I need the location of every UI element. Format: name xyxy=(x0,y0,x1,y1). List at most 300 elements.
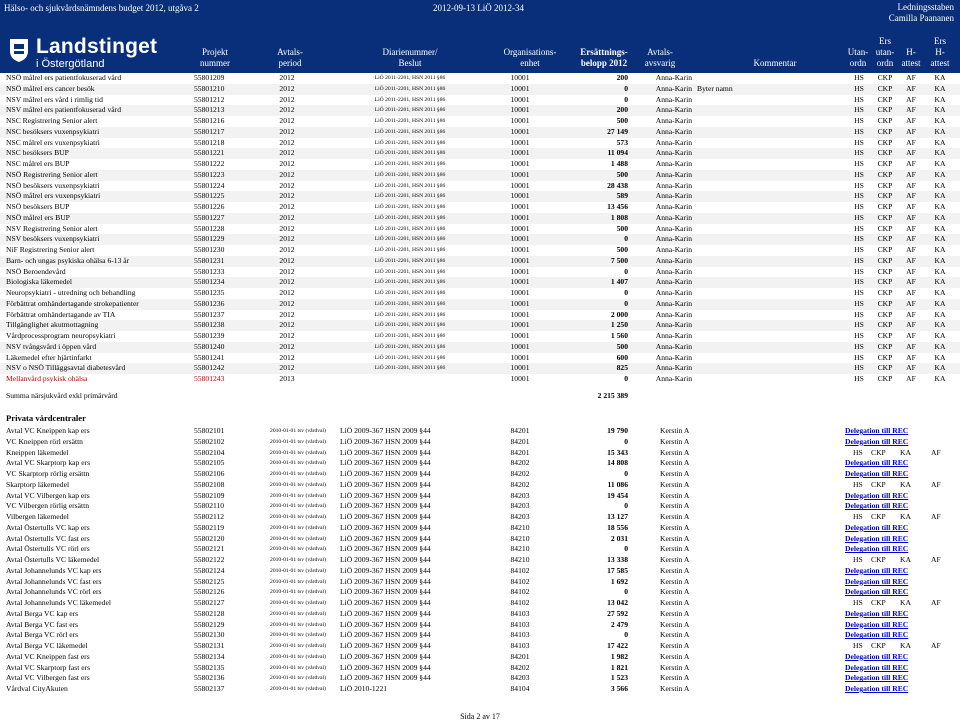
contract-period: 2010-01-01 tsv (vårdval) xyxy=(270,471,326,477)
attest-code: HS xyxy=(853,479,863,489)
responsible-person: Anna-Karin xyxy=(655,137,692,147)
h-attest-code: AF xyxy=(906,169,916,179)
project-number: 55802104 xyxy=(194,447,225,457)
contract-period: 2012 xyxy=(279,363,295,373)
delegation-link[interactable]: Delegation till REC xyxy=(845,587,909,597)
ers-h-attest-code: KA xyxy=(934,148,946,158)
compensation-amount: 0 xyxy=(624,469,628,478)
table-row xyxy=(0,512,960,523)
project-number: 55801212 xyxy=(194,94,225,104)
diary-number: LiÖ 2009-367 HSN 2009 §44 xyxy=(340,544,431,554)
table-row xyxy=(0,587,960,598)
compensation-amount: 15 343 xyxy=(607,447,628,457)
project-number: 55801223 xyxy=(194,169,225,179)
contract-period: 2012 xyxy=(279,352,295,362)
org-unit: 10001 xyxy=(510,191,530,201)
h-attest-code: AF xyxy=(906,245,916,254)
attest-code: HS xyxy=(853,641,863,650)
project-number: 55802122 xyxy=(194,555,225,564)
contract-period: 2012 xyxy=(279,116,295,125)
project-number: 55801239 xyxy=(194,331,225,340)
delegation-link[interactable]: Delegation till REC xyxy=(845,436,909,446)
delegation-link[interactable]: Delegation till REC xyxy=(845,565,909,575)
project-name: Tillgänglighet akutmottagning xyxy=(6,320,99,330)
diary-number: LiÖ 2009-367 HSN 2009 §44 xyxy=(340,608,431,618)
responsible-person: Kerstin A xyxy=(660,458,690,468)
utanordn-code: HS xyxy=(854,202,864,211)
ers-h-attest-code: KA xyxy=(934,202,946,211)
table-row xyxy=(0,73,960,84)
org-unit: 84201 xyxy=(510,651,530,661)
responsible-person: Anna-Karin xyxy=(655,105,692,115)
responsible-person: Kerstin A xyxy=(660,479,690,489)
ers-h-attest-code: KA xyxy=(934,223,946,233)
project-number: 55801218 xyxy=(194,137,225,147)
h-attest-code: AF xyxy=(906,202,916,211)
ers-h-attest-code: KA xyxy=(934,352,946,362)
contract-period: 2012 xyxy=(279,309,295,319)
header-organisationsenhet: Organisations- enhet xyxy=(503,47,557,68)
diary-number: LiÖ 2011-2201, HSN 2011 §86 xyxy=(374,247,446,253)
table-row xyxy=(0,148,960,159)
attest-code: CKP xyxy=(871,555,886,564)
diary-number: LiÖ 2011-2201, HSN 2011 §86 xyxy=(374,128,446,135)
project-number: 55801235 xyxy=(194,288,225,297)
diary-number: LiÖ 2010-1221 xyxy=(340,684,388,693)
project-number: 55801225 xyxy=(194,191,225,201)
compensation-amount: 7 500 xyxy=(610,255,628,265)
ers-utanordn-code: CKP xyxy=(877,309,893,319)
compensation-amount: 200 xyxy=(616,105,628,115)
org-unit: 84102 xyxy=(510,565,530,575)
contract-period: 2010-01-01 tsv (vårdval) xyxy=(270,567,326,574)
responsible-person: Kerstin A xyxy=(660,619,690,629)
compensation-amount: 0 xyxy=(624,587,628,597)
org-unit: 84203 xyxy=(510,673,530,683)
project-name: NSC målrel ers BUP xyxy=(6,159,70,168)
ers-utanordn-code: CKP xyxy=(877,374,893,383)
h-attest-code: AF xyxy=(906,363,916,373)
project-number: 55801238 xyxy=(194,320,225,330)
top-bar xyxy=(0,0,960,26)
project-number: 55802125 xyxy=(194,576,225,586)
table-row xyxy=(0,374,960,385)
ers-utanordn-code: CKP xyxy=(877,159,893,168)
delegation-link[interactable]: Delegation till REC xyxy=(845,458,909,468)
utanordn-code: HS xyxy=(854,352,864,362)
attest-code: AF xyxy=(931,447,941,457)
attest-code: KA xyxy=(900,512,911,521)
h-attest-code: AF xyxy=(906,159,916,168)
table-row xyxy=(0,138,960,149)
project-number: 55802134 xyxy=(194,651,225,661)
table-row xyxy=(0,673,960,684)
contract-period: 2012 xyxy=(279,191,295,201)
ers-h-attest-code: KA xyxy=(934,116,946,125)
responsible-person: Kerstin A xyxy=(660,512,690,521)
delegation-link[interactable]: Delegation till REC xyxy=(845,469,909,478)
org-unit: 10001 xyxy=(510,288,530,297)
attest-code: CKP xyxy=(871,512,886,521)
utanordn-code: HS xyxy=(854,374,864,383)
org-unit: 10001 xyxy=(510,148,530,158)
ers-h-attest-code: KA xyxy=(934,73,946,82)
compensation-amount: 1 250 xyxy=(610,320,628,330)
project-number: 55801236 xyxy=(194,298,225,308)
delegation-link[interactable]: Delegation till REC xyxy=(845,522,909,532)
project-name: Läkemedel efter hjärtinfarkt xyxy=(6,352,92,362)
utanordn-code: HS xyxy=(854,331,864,340)
table-row xyxy=(0,598,960,609)
project-number: 55802108 xyxy=(194,479,225,489)
project-number: 55802110 xyxy=(194,501,225,511)
project-name: NSV o NSÖ Tilläggsavtal diabetesvård xyxy=(6,363,126,373)
project-name: Neuropsykiatri - utredning och behandling xyxy=(6,288,136,297)
attest-code: AF xyxy=(931,641,941,650)
project-number: 55802109 xyxy=(194,490,225,500)
department: Ledningsstaben xyxy=(897,2,954,12)
delegation-link[interactable]: Delegation till REC xyxy=(845,630,909,640)
contract-period: 2010-01-01 tsv (vårdval) xyxy=(270,578,326,585)
header-kommentar: Kommentar xyxy=(753,58,797,68)
utanordn-code: HS xyxy=(854,137,864,147)
ers-utanordn-code: CKP xyxy=(877,83,893,93)
utanordn-code: HS xyxy=(854,234,864,244)
delegation-link[interactable]: Delegation till REC xyxy=(845,426,909,435)
summary-label: Summa närsjukvård exkl primärvård xyxy=(6,391,118,400)
attest-code: KA xyxy=(900,555,911,564)
table-row xyxy=(0,534,960,545)
utanordn-code: HS xyxy=(854,180,864,190)
ers-utanordn-code: CKP xyxy=(877,266,893,276)
project-name: NSV tvångsvård i öppen vård xyxy=(6,341,97,351)
project-name: VC Kneippen rörl ersättn xyxy=(6,436,83,446)
ers-utanordn-code: CKP xyxy=(877,191,893,201)
diary-number: LiÖ 2011-2201, HSN 2011 §86 xyxy=(374,107,446,114)
delegation-link[interactable]: Delegation till REC xyxy=(845,673,909,683)
compensation-amount: 2 031 xyxy=(610,533,628,543)
responsible-person: Anna-Karin xyxy=(655,94,692,104)
org-unit: 84210 xyxy=(510,533,530,543)
responsible-person: Anna-Karin xyxy=(655,73,692,82)
org-unit: 10001 xyxy=(510,180,530,190)
diary-number: LiÖ 2009-367 HSN 2009 §44 xyxy=(340,522,431,532)
compensation-amount: 600 xyxy=(616,352,628,362)
table-row xyxy=(0,277,960,288)
org-unit: 10001 xyxy=(510,169,530,179)
h-attest-code: AF xyxy=(906,352,916,362)
contract-period: 2012 xyxy=(279,169,295,179)
responsible-person: Kerstin A xyxy=(660,501,690,511)
project-number: 55802119 xyxy=(194,522,225,532)
responsible-person: Kerstin A xyxy=(660,630,690,640)
utanordn-code: HS xyxy=(854,191,864,201)
diary-number: LiÖ 2011-2201, HSN 2011 §86 xyxy=(374,333,446,339)
compensation-amount: 500 xyxy=(616,341,628,351)
delegation-link[interactable]: Delegation till REC xyxy=(845,501,909,511)
delegation-link[interactable]: Delegation till REC xyxy=(845,490,909,500)
ers-utanordn-code: CKP xyxy=(877,212,893,222)
compensation-amount: 1 523 xyxy=(610,673,628,683)
author: Camilla Paananen xyxy=(888,13,954,23)
diary-number: LiÖ 2011-2201, HSN 2011 §86 xyxy=(374,214,446,221)
compensation-amount: 28 438 xyxy=(607,180,628,190)
table-row xyxy=(0,566,960,577)
responsible-person: Anna-Karin xyxy=(655,277,692,287)
org-unit: 84202 xyxy=(510,479,530,489)
project-name: Kneippen läkemedel xyxy=(6,447,69,457)
project-number: 55802124 xyxy=(194,565,225,575)
ers-h-attest-code: KA xyxy=(934,331,946,340)
table-row xyxy=(0,116,960,127)
org-unit: 84210 xyxy=(510,555,530,564)
document-title: Hälso- och sjukvårdsnämndens budget 2012, utgåva 2 xyxy=(4,3,199,13)
compensation-amount: 2 000 xyxy=(610,309,628,319)
compensation-amount: 1 560 xyxy=(610,331,628,340)
ers-h-attest-code: KA xyxy=(934,105,946,115)
table-row xyxy=(0,523,960,534)
contract-period: 2010-01-01 tsv (vårdval) xyxy=(270,686,326,692)
org-unit: 10001 xyxy=(510,298,530,308)
contract-period: 2010-01-01 tsv (vårdval) xyxy=(270,546,326,553)
responsible-person: Anna-Karin xyxy=(655,255,692,265)
diary-number: LiÖ 2009-367 HSN 2009 §44 xyxy=(340,576,431,586)
org-unit: 10001 xyxy=(510,266,530,276)
responsible-person: Kerstin A xyxy=(660,598,690,607)
attest-code: KA xyxy=(900,598,911,607)
project-name: Avtal VC Kneippen kap ers xyxy=(6,426,90,435)
table-row xyxy=(0,267,960,278)
ers-h-attest-code: KA xyxy=(934,83,946,93)
org-unit: 10001 xyxy=(510,234,530,244)
utanordn-code: HS xyxy=(854,320,864,330)
project-number: 55802130 xyxy=(194,630,225,640)
contract-period: 2012 xyxy=(279,202,295,211)
section-title-privata: Privata vårdcentraler xyxy=(6,413,86,423)
compensation-amount: 19 790 xyxy=(607,426,628,435)
utanordn-code: HS xyxy=(854,341,864,351)
project-number: 55801224 xyxy=(194,180,225,190)
h-attest-code: AF xyxy=(906,331,916,340)
delegation-link[interactable]: Delegation till REC xyxy=(845,619,909,629)
responsible-person: Anna-Karin xyxy=(655,352,692,362)
contract-period: 2012 xyxy=(279,266,295,276)
contract-period: 2012 xyxy=(279,148,295,158)
table-row xyxy=(0,84,960,95)
diary-number: LiÖ 2009-367 HSN 2009 §44 xyxy=(340,458,431,468)
table-row xyxy=(0,310,960,321)
header-utanordn: Utan- ordn xyxy=(847,47,869,68)
table-row xyxy=(0,663,960,674)
delegation-link[interactable]: Delegation till REC xyxy=(845,608,909,618)
org-unit: 84103 xyxy=(510,641,530,650)
delegation-link[interactable]: Delegation till REC xyxy=(845,544,909,554)
contract-period: 2012 xyxy=(279,277,295,287)
project-number: 55802106 xyxy=(194,469,225,478)
org-unit: 84102 xyxy=(510,576,530,586)
table-row xyxy=(0,331,960,342)
h-attest-code: AF xyxy=(906,83,916,93)
project-name: NSÖ målrel ers patientfokuserad vård xyxy=(6,73,122,82)
attest-code: CKP xyxy=(871,479,886,489)
table-row xyxy=(0,458,960,469)
contract-period: 2012 xyxy=(279,73,295,82)
utanordn-code: HS xyxy=(854,148,864,158)
table-row xyxy=(0,127,960,138)
attest-code: HS xyxy=(853,447,863,457)
attest-code: CKP xyxy=(871,447,886,457)
contract-period: 2012 xyxy=(279,298,295,308)
table-row xyxy=(0,256,960,267)
table-row xyxy=(0,224,960,235)
responsible-person: Kerstin A xyxy=(660,490,690,500)
ers-utanordn-code: CKP xyxy=(877,288,893,297)
project-number: 55801221 xyxy=(194,148,225,158)
compensation-amount: 589 xyxy=(616,191,628,201)
project-name: Avtal Johannelunds VC fast ers xyxy=(6,576,102,586)
utanordn-code: HS xyxy=(854,363,864,373)
org-unit: 10001 xyxy=(510,255,530,265)
project-name: Avtal Östertulls VC fast ers xyxy=(6,533,90,543)
h-attest-code: AF xyxy=(906,234,916,244)
h-attest-code: AF xyxy=(906,212,916,222)
diary-number: LiÖ 2011-2201, HSN 2011 §86 xyxy=(374,365,446,372)
project-number: 55802128 xyxy=(194,608,225,618)
compensation-amount: 1 808 xyxy=(610,212,628,222)
compensation-amount: 1 488 xyxy=(610,159,628,168)
responsible-person: Kerstin A xyxy=(660,436,690,446)
project-name: Mellanvård psykisk ohälsa xyxy=(6,374,88,383)
attest-code: HS xyxy=(853,555,863,564)
project-name: Vårdprocessprogram neuropsykiatri xyxy=(6,331,116,340)
diary-number: LiÖ 2009-367 HSN 2009 §44 xyxy=(340,598,431,607)
ers-utanordn-code: CKP xyxy=(877,116,893,125)
responsible-person: Anna-Karin xyxy=(655,191,692,201)
utanordn-code: HS xyxy=(854,266,864,276)
project-number: 55802101 xyxy=(194,426,225,435)
org-unit: 10001 xyxy=(510,126,530,136)
responsible-person: Kerstin A xyxy=(660,673,690,683)
project-number: 55801237 xyxy=(194,309,225,319)
contract-period: 2013 xyxy=(279,374,295,383)
h-attest-code: AF xyxy=(906,298,916,308)
ers-utanordn-code: CKP xyxy=(877,105,893,115)
ers-h-attest-code: KA xyxy=(934,255,946,265)
project-number: 55801241 xyxy=(194,352,225,362)
table-row xyxy=(0,641,960,652)
table-row xyxy=(0,105,960,116)
contract-period: 2010-01-01 tsv (vårdval) xyxy=(270,675,326,682)
contract-period: 2010-01-01 tsv (vårdval) xyxy=(270,653,326,660)
attest-code: AF xyxy=(931,479,941,489)
ers-h-attest-code: KA xyxy=(934,277,946,287)
org-unit: 10001 xyxy=(510,277,530,287)
org-unit: 10001 xyxy=(510,341,530,351)
contract-period: 2010-01-01 tsv (vårdval) xyxy=(270,438,326,445)
project-number: 55801242 xyxy=(194,363,225,373)
org-unit: 10001 xyxy=(510,245,530,254)
table-row xyxy=(0,299,960,310)
utanordn-code: HS xyxy=(854,83,864,93)
delegation-link[interactable]: Delegation till REC xyxy=(845,576,909,586)
project-name: NSÖ besöksers BUP xyxy=(6,202,70,211)
contract-period: 2010-01-01 tsv (vårdval) xyxy=(270,600,326,606)
responsible-person: Anna-Karin xyxy=(655,169,692,179)
project-name: NSC målrel ers vuxenpsykiatri xyxy=(6,137,100,147)
table-row xyxy=(0,469,960,480)
diary-number: LiÖ 2009-367 HSN 2009 §44 xyxy=(340,447,431,457)
project-name: NSÖ målrel ers cancer besök xyxy=(6,83,95,93)
attest-code: CKP xyxy=(871,641,886,650)
ers-utanordn-code: CKP xyxy=(877,352,893,362)
compensation-amount: 0 xyxy=(624,266,628,276)
table-row xyxy=(0,353,960,364)
ers-utanordn-code: CKP xyxy=(877,126,893,136)
ers-utanordn-code: CKP xyxy=(877,363,893,373)
delegation-link[interactable]: Delegation till REC xyxy=(845,651,909,661)
crest-icon xyxy=(8,37,30,63)
diary-number: LiÖ 2011-2201, HSN 2011 §86 xyxy=(374,171,446,178)
delegation-link[interactable]: Delegation till REC xyxy=(845,684,909,693)
utanordn-code: HS xyxy=(854,255,864,265)
delegation-link[interactable]: Delegation till REC xyxy=(845,662,909,672)
project-number: 55802102 xyxy=(194,436,225,446)
responsible-person: Anna-Karin xyxy=(655,234,692,244)
ers-utanordn-code: CKP xyxy=(877,148,893,158)
project-number: 55802126 xyxy=(194,587,225,597)
h-attest-code: AF xyxy=(906,148,916,158)
brand-name: Landstinget xyxy=(36,35,158,58)
diary-number: LiÖ 2011-2201, HSN 2011 §86 xyxy=(374,354,446,361)
responsible-person: Anna-Karin xyxy=(655,331,692,340)
contract-period: 2012 xyxy=(279,255,295,265)
ers-h-attest-code: KA xyxy=(934,374,946,383)
diary-number: LiÖ 2011-2201, HSN 2011 §86 xyxy=(374,290,446,296)
project-number: 55802137 xyxy=(194,684,225,693)
compensation-amount: 500 xyxy=(616,169,628,179)
ers-h-attest-code: KA xyxy=(934,191,946,201)
org-unit: 84201 xyxy=(510,426,530,435)
project-number: 55801209 xyxy=(194,73,225,82)
header-projekt: Projekt nummer xyxy=(200,47,230,68)
responsible-person: Anna-Karin xyxy=(655,148,692,158)
ers-h-attest-code: KA xyxy=(934,169,946,179)
utanordn-code: HS xyxy=(854,288,864,297)
diary-number: LiÖ 2011-2201, HSN 2011 §86 xyxy=(374,343,446,350)
contract-period: 2010-01-01 tsv (vårdval) xyxy=(270,428,326,434)
table-row xyxy=(0,630,960,641)
org-unit: 10001 xyxy=(510,363,530,373)
delegation-link[interactable]: Delegation till REC xyxy=(845,533,909,543)
project-name: NSÖ Registrering Senior alert xyxy=(6,169,98,179)
contract-period: 2010-01-01 tsv (vårdval) xyxy=(270,610,326,617)
project-name: Avtal Johannelunds VC kap ers xyxy=(6,565,102,575)
table-row xyxy=(0,577,960,588)
responsible-person: Kerstin A xyxy=(660,447,690,457)
ers-utanordn-code: CKP xyxy=(877,223,893,233)
table-row xyxy=(0,609,960,620)
contract-period: 2012 xyxy=(279,126,295,136)
compensation-amount: 0 xyxy=(624,501,628,511)
ers-h-attest-code: KA xyxy=(934,298,946,308)
responsible-person: Anna-Karin xyxy=(655,159,692,168)
project-name: Avtal Berga VC fast ers xyxy=(6,619,79,629)
compensation-amount: 13 127 xyxy=(607,512,628,521)
diary-number: LiÖ 2011-2201, HSN 2011 §86 xyxy=(374,150,446,157)
project-name: Avtal Johannelunds VC rörl ers xyxy=(6,587,102,597)
diary-number: LiÖ 2011-2201, HSN 2011 §86 xyxy=(374,236,446,243)
compensation-amount: 825 xyxy=(616,363,628,373)
